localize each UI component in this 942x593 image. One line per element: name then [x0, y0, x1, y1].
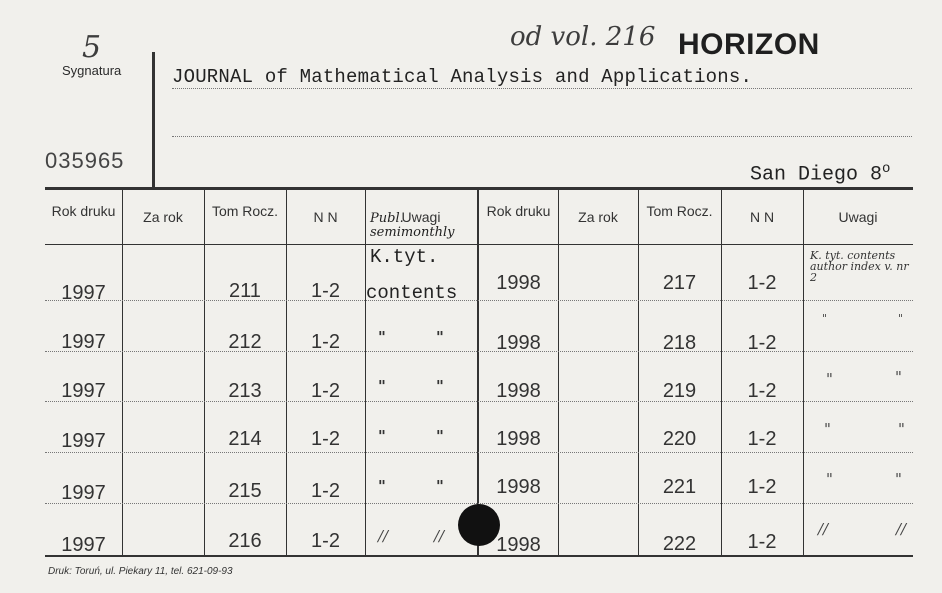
col-line — [803, 189, 804, 555]
table-row-5r-uwagi-1: " — [826, 470, 833, 488]
col-line-center — [477, 189, 479, 555]
row-line — [45, 452, 913, 453]
table-row-3-tom: 213 — [228, 380, 262, 402]
table-row-1-rok: 1997 — [61, 282, 106, 304]
table-row-1-uwagi-1: K.tyt. — [370, 246, 439, 268]
table-row-2-tom: 212 — [228, 331, 262, 353]
sygnatura-handwritten: 5 — [82, 30, 102, 65]
hdr-uwagi-2: Uwagi — [838, 209, 878, 225]
table-row-1r-tom: 217 — [662, 272, 697, 294]
table-row-4-uwagi-1: " — [378, 427, 386, 445]
col-line — [122, 189, 123, 555]
table-row-6-uwagi-2: // — [434, 527, 445, 545]
hdr-nn: N N — [313, 209, 338, 225]
table-row-2r-nn: 1-2 — [747, 332, 777, 354]
table-row-3r-uwagi-1: " — [826, 370, 833, 388]
table-row-6r-tom: 222 — [662, 533, 697, 555]
table-row-1-tom: 211 — [229, 280, 261, 302]
table-row-2-uwagi-1: " — [378, 328, 386, 346]
title-dotted-line-1 — [172, 88, 912, 89]
table-row-5r-uwagi-2: " — [895, 470, 902, 488]
table-row-3-nn: 1-2 — [311, 380, 340, 402]
table-row-3-uwagi-1: " — [378, 377, 386, 395]
table-row-6r-rok: 1998 — [496, 534, 541, 556]
table-row-4r-nn: 1-2 — [747, 428, 777, 450]
hdr-tom-rocz-2: Tom Rocz. — [646, 203, 713, 219]
table-row-6r-uwagi-2: // — [896, 520, 907, 538]
journal-title: JOURNAL of Mathematical Analysis and Applications. — [172, 66, 753, 88]
table-row-2r-tom: 218 — [662, 332, 697, 354]
table-row-4r-tom: 220 — [662, 428, 697, 450]
table-top-border — [45, 187, 913, 190]
hdr-rok-druku: Rok druku — [51, 203, 116, 219]
table-row-4-rok: 1997 — [61, 430, 106, 452]
table-row-1-nn: 1-2 — [311, 280, 340, 302]
table-row-4-tom: 214 — [228, 428, 262, 450]
handwritten-volume-note: od vol. 216 — [510, 22, 656, 52]
col-line — [638, 189, 639, 555]
table-row-2-nn: 1-2 — [311, 331, 340, 353]
punch-hole — [458, 504, 500, 546]
table-row-4r-rok: 1998 — [496, 428, 541, 450]
table-row-6r-nn: 1-2 — [747, 531, 777, 553]
table-row-5r-rok: 1998 — [496, 476, 541, 498]
table-row-1r-rok: 1998 — [496, 272, 541, 294]
table-row-3-rok: 1997 — [61, 380, 106, 402]
row-line — [45, 300, 913, 301]
table-row-4-uwagi-2: " — [436, 427, 444, 445]
table-row-5r-tom: 221 — [662, 476, 697, 498]
hdr-nn-2: N N — [749, 209, 775, 225]
table-row-3r-nn: 1-2 — [747, 380, 777, 402]
col-line — [558, 189, 559, 555]
table-row-1r-nn: 1-2 — [747, 272, 777, 294]
horizon-stamp: HORIZON — [678, 28, 820, 61]
col-line — [721, 189, 722, 555]
table-row-5-uwagi-2: " — [436, 477, 444, 495]
table-row-5-uwagi-1: " — [378, 477, 386, 495]
table-row-1-uwagi-2: contents — [366, 282, 458, 304]
table-row-3-uwagi-2: " — [436, 377, 444, 395]
printer-footer: Druk: Toruń, ul. Piekary 11, tel. 621-09-93 — [48, 566, 233, 577]
header-divider — [152, 52, 155, 187]
format-sup: o — [882, 161, 891, 177]
table-row-5r-nn: 1-2 — [747, 476, 777, 498]
table-row-6-tom: 216 — [228, 530, 262, 552]
table-row-2-rok: 1997 — [61, 331, 106, 353]
table-row-4r-uwagi-2: " — [898, 420, 905, 438]
uwagi-publ-note: Publ. semimonthly — [370, 211, 455, 240]
table-row-4r-uwagi-1: " — [824, 420, 831, 438]
table-row-1r-uwagi: K. tyt. contents author index v. nr 2 — [810, 249, 909, 284]
table-row-5-nn: 1-2 — [311, 480, 340, 502]
hdr-za-rok-2: Za rok — [578, 209, 618, 225]
hdr-za-rok: Za rok — [143, 209, 183, 225]
table-row-5-tom: 215 — [228, 480, 262, 502]
table-header-border — [45, 244, 913, 245]
hdr-tom-rocz: Tom Rocz. — [211, 203, 279, 219]
table-row-2r-rok: 1998 — [496, 332, 541, 354]
table-row-6-nn: 1-2 — [311, 530, 340, 552]
place-format — [750, 161, 890, 187]
sygnatura-label: Sygnatura — [62, 63, 122, 78]
table-row-4-nn: 1-2 — [311, 428, 340, 450]
title-dotted-line-2 — [172, 136, 912, 137]
col-line — [365, 189, 366, 555]
table-row-3r-tom: 219 — [662, 380, 697, 402]
table-row-6-uwagi-1: // — [378, 527, 389, 545]
table-row-5-rok: 1997 — [61, 482, 106, 504]
table-row-3r-uwagi-2: " — [895, 368, 902, 386]
place-text: San Diego 8 — [750, 163, 883, 187]
accession-number: 035965 — [45, 148, 125, 173]
table-row-6-rok: 1997 — [61, 534, 106, 556]
table-row-6r-uwagi-1: // — [818, 520, 829, 538]
hdr-uwagi: Uwagi — [401, 209, 441, 225]
hdr-rok-druku-2: Rok druku — [486, 203, 551, 219]
table-row-2-uwagi-2: " — [436, 328, 444, 346]
table-row-3r-rok: 1998 — [496, 380, 541, 402]
table-row-2r-uwagi-1: " — [822, 312, 828, 325]
table-row-2r-uwagi-2: " — [898, 312, 904, 325]
